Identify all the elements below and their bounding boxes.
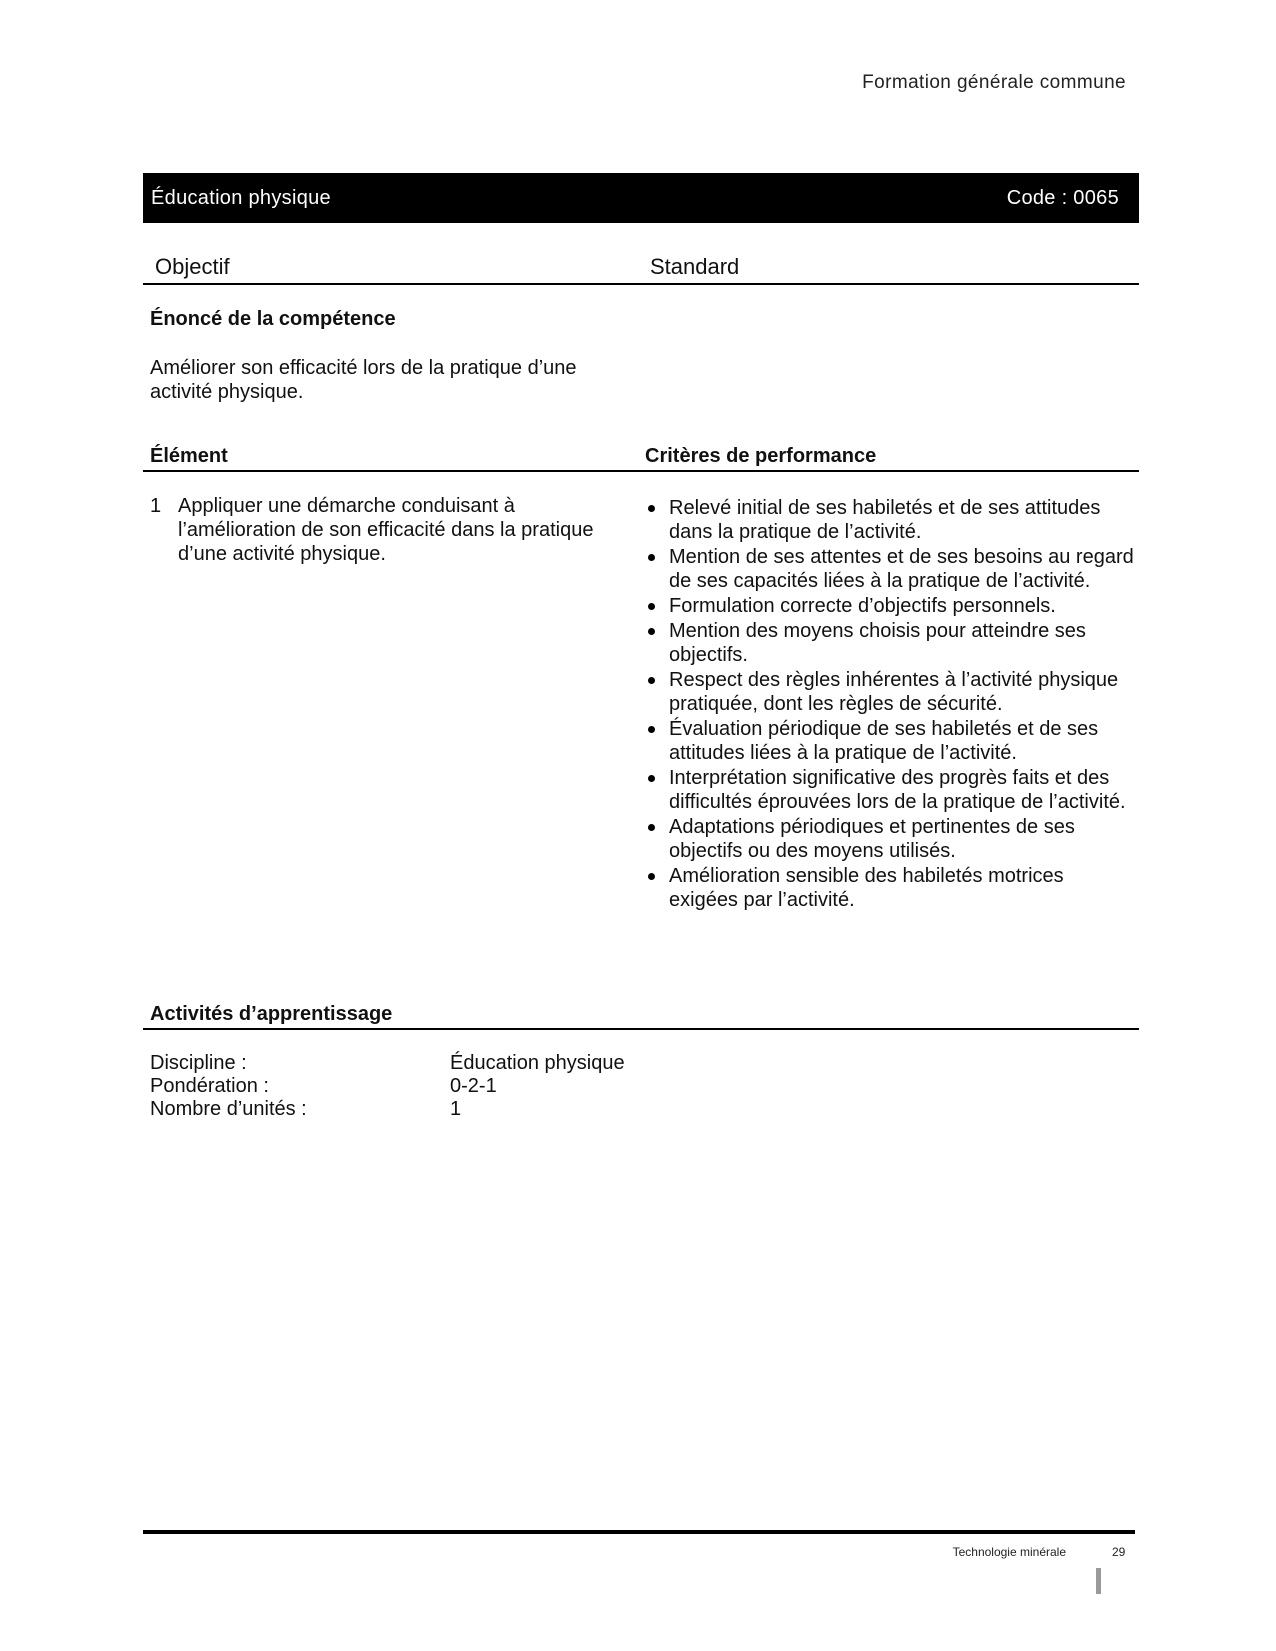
divider — [143, 1028, 1139, 1030]
criteria-item: Adaptations périodiques et pertinentes de ses objectifs ou des moyens utilisés. — [645, 815, 1135, 863]
criteria-item: Respect des règles inhérentes à l’activité physique pratiquée, dont les règles de sécurité. — [645, 668, 1135, 716]
activity-row — [150, 1075, 625, 1098]
activity-row — [150, 1052, 625, 1075]
criteria-item: Interprétation significative des progrès faits et des difficultés éprouvées lors de la pratique de l’activité. — [645, 766, 1135, 814]
criteria-item: Relevé initial de ses habiletés et de ses attitudes dans la pratique de l’activité. — [645, 496, 1135, 544]
course-code: Code : 0065 — [1006, 186, 1119, 209]
activity-value: 1 — [450, 1098, 462, 1120]
footer-marker — [1096, 1568, 1101, 1594]
element-text: Appliquer une démarche conduisant à l’amélioration de son efficacité dans la pratique d’une activité physique. — [178, 495, 594, 565]
element-heading: Élément — [150, 445, 228, 467]
criteria-heading: Critères de performance — [645, 445, 877, 467]
criteria-item: Mention des moyens choisis pour atteindre ses objectifs. — [645, 619, 1135, 667]
standard-column-heading: Standard — [650, 254, 740, 279]
criteria-item: Amélioration sensible des habiletés motrices exigées par l’activité. — [645, 864, 1135, 912]
activities-table — [150, 1052, 625, 1121]
criteria-item: Évaluation périodique de ses habiletés et de ses attitudes liées à la pratique de l’activité. — [645, 717, 1135, 765]
page-number: 29 — [1112, 1545, 1126, 1559]
activity-value: 0-2-1 — [450, 1075, 497, 1097]
divider — [143, 283, 1139, 285]
divider — [143, 470, 1139, 472]
footer-program: Technologie minérale — [952, 1545, 1066, 1559]
running-header: Formation générale commune — [862, 72, 1126, 93]
criteria-item: Formulation correcte d’objectifs personnels. — [645, 594, 1135, 618]
competence-text: Améliorer son efficacité lors de la pratique d’une activité physique. — [150, 357, 577, 403]
activity-label: Pondération : — [150, 1075, 269, 1097]
activity-label: Nombre d’unités : — [150, 1098, 307, 1120]
course-title-bar — [143, 173, 1139, 223]
activity-label: Discipline : — [150, 1052, 247, 1074]
criteria-list — [645, 496, 1135, 913]
footer-rule — [143, 1530, 1135, 1534]
activity-value: Éducation physique — [450, 1052, 625, 1074]
activities-heading: Activités d’apprentissage — [150, 1003, 393, 1025]
criteria-item: Mention de ses attentes et de ses besoins au regard de ses capacités liées à la pratique de l’activité. — [645, 545, 1135, 593]
course-title: Éducation physique — [151, 186, 331, 209]
competence-heading: Énoncé de la compétence — [150, 308, 396, 330]
element-number: 1 — [150, 495, 162, 517]
objective-column-heading: Objectif — [155, 254, 230, 279]
activity-row — [150, 1098, 625, 1121]
